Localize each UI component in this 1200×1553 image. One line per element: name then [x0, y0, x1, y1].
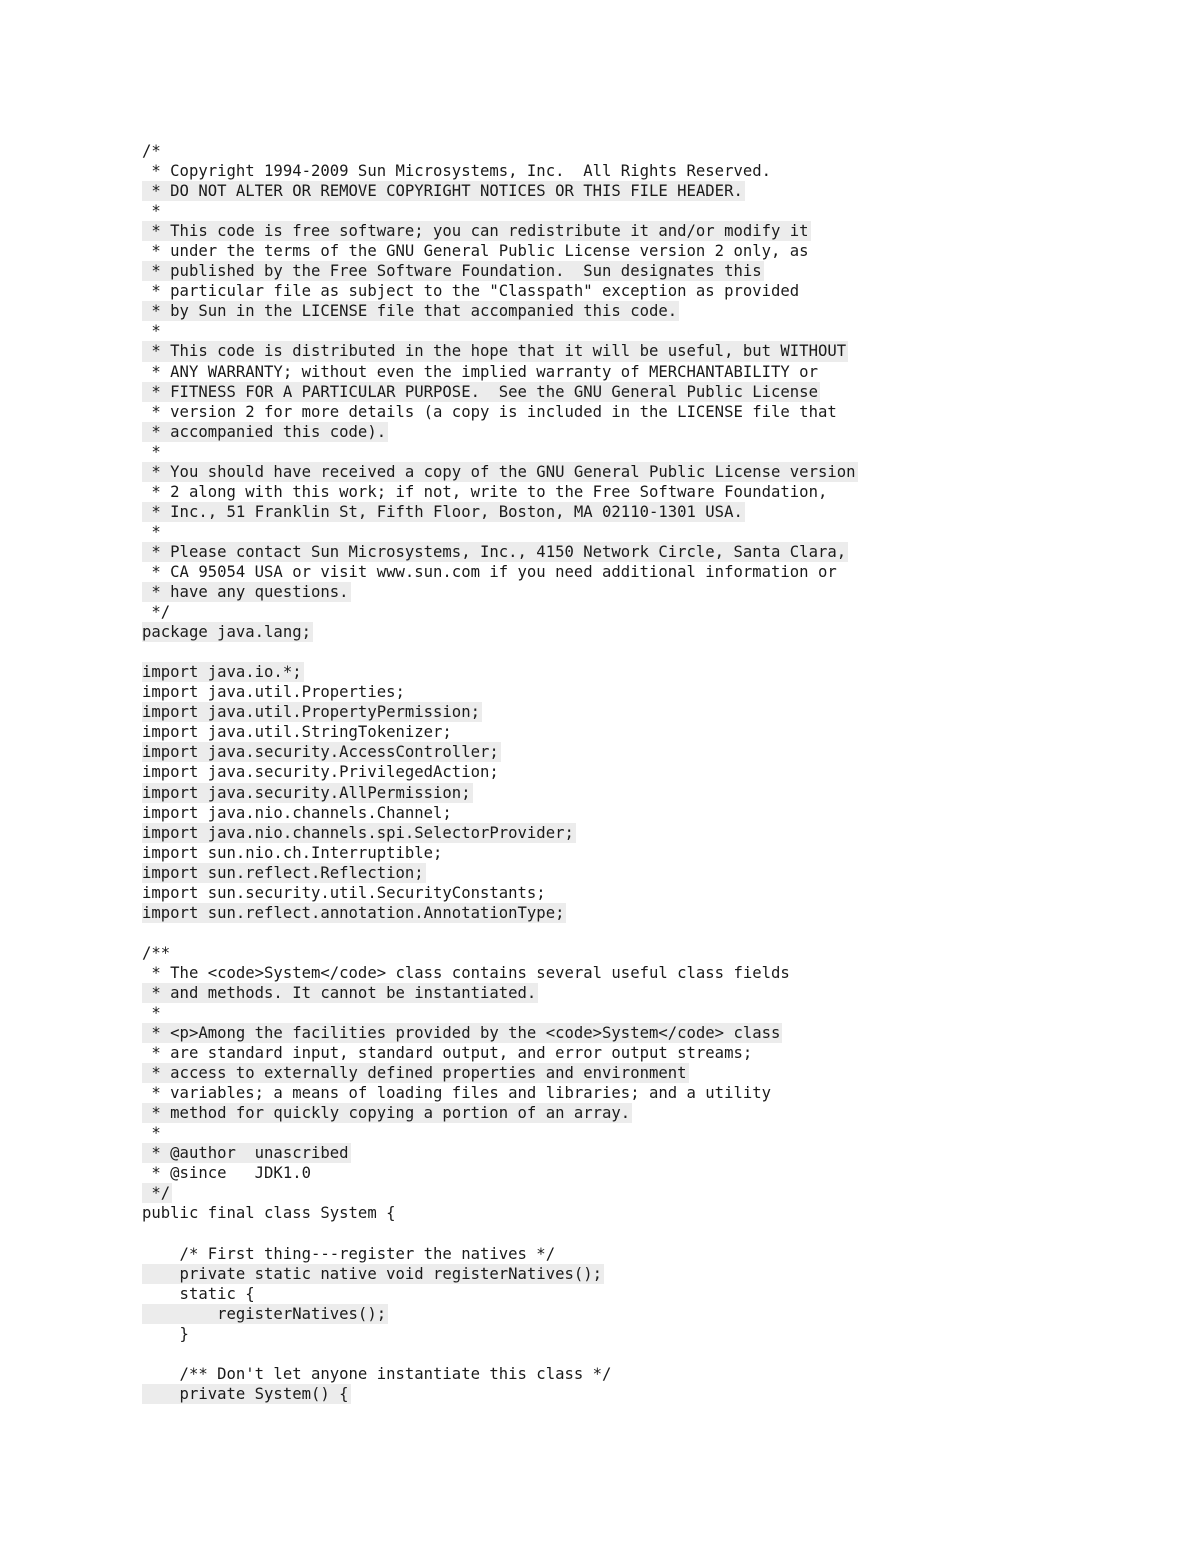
code-line-text: * CA 95054 USA or visit www.sun.com if you need additional information or: [142, 562, 837, 581]
code-line-text: * DO NOT ALTER OR REMOVE COPYRIGHT NOTICES OR THIS FILE HEADER.: [142, 182, 743, 201]
code-line: [142, 1143, 858, 1163]
code-line-text: registerNatives();: [142, 1304, 387, 1323]
code-line: [142, 382, 858, 402]
code-line-text: * @author unascribed: [142, 1144, 349, 1163]
code-line-text: }: [142, 1324, 189, 1343]
code-line: [142, 702, 858, 722]
code-line: [142, 642, 858, 662]
code-line-text: * Please contact Sun Microsystems, Inc., 4150 Network Circle, Santa Clara,: [142, 542, 847, 561]
code-line-text: * Copyright 1994-2009 Sun Microsystems, Inc. All Rights Reserved.: [142, 162, 772, 181]
code-line: [142, 943, 858, 963]
code-line: [142, 1324, 858, 1344]
code-line: [142, 522, 858, 542]
code-line: [142, 783, 858, 803]
code-line: [142, 803, 858, 823]
code-line: [142, 1043, 858, 1063]
code-line-text: * You should have received a copy of the GNU General Public License version: [142, 462, 856, 481]
code-line: [142, 502, 858, 522]
code-line: [142, 201, 858, 221]
code-line-text: * This code is free software; you can redistribute it and/or modify it: [142, 222, 809, 241]
code-line-text: * Inc., 51 Franklin St, Fifth Floor, Boston, MA 02110-1301 USA.: [142, 502, 743, 521]
code-line-text: private static native void registerNatives();: [142, 1264, 603, 1283]
code-line-text: */: [142, 1184, 171, 1203]
code-line-text: * published by the Free Software Foundation. Sun designates this: [142, 262, 762, 281]
code-line-text: import sun.security.util.SecurityConstants;: [142, 883, 546, 902]
code-line: [142, 141, 858, 161]
code-line: [142, 983, 858, 1003]
code-line: [142, 742, 858, 762]
code-line: [142, 1123, 858, 1143]
code-line: [142, 462, 858, 482]
code-line-text: package java.lang;: [142, 623, 311, 642]
code-line-text: * method for quickly copying a portion of an array.: [142, 1104, 631, 1123]
code-line-text: * by Sun in the LICENSE file that accompanied this code.: [142, 302, 678, 321]
code-line-text: import java.util.PropertyPermission;: [142, 703, 480, 722]
code-line-text: * particular file as subject to the "Classpath" exception as provided: [142, 282, 800, 301]
code-line: [142, 1003, 858, 1023]
code-line-text: import java.security.AllPermission;: [142, 783, 471, 802]
code-line: [142, 241, 858, 261]
code-line: [142, 161, 858, 181]
code-line-text: * variables; a means of loading files and libraries; and a utility: [142, 1084, 772, 1103]
code-line-text: [142, 1224, 144, 1244]
code-line: [142, 762, 858, 782]
code-line: [142, 823, 858, 843]
code-line-text: /**: [142, 943, 171, 962]
code-line: [142, 582, 858, 602]
code-line-text: import java.util.Properties;: [142, 683, 405, 702]
code-line-text: * and methods. It cannot be instantiated.: [142, 983, 537, 1002]
code-line-text: * have any questions.: [142, 583, 349, 602]
code-line: [142, 1183, 858, 1203]
code-line-text: *: [142, 322, 161, 341]
code-line: [142, 1304, 858, 1324]
code-line-text: import java.nio.channels.Channel;: [142, 803, 452, 822]
code-line: [142, 1264, 858, 1284]
code-line: [142, 662, 858, 682]
code-line: [142, 923, 858, 943]
code-line: [142, 1083, 858, 1103]
code-line: [142, 482, 858, 502]
code-line: [142, 1384, 858, 1404]
code-line-text: /*: [142, 142, 161, 160]
code-line-text: /** Don't let anyone instantiate this class */: [142, 1364, 612, 1383]
code-line: [142, 1344, 858, 1364]
code-line: [142, 261, 858, 281]
code-line-text: * are standard input, standard output, and error output streams;: [142, 1044, 753, 1063]
code-line: [142, 301, 858, 321]
code-line-text: public final class System {: [142, 1204, 396, 1223]
code-line: [142, 883, 858, 903]
code-line: [142, 321, 858, 341]
code-line: [142, 362, 858, 382]
code-line: [142, 863, 858, 883]
code-line-text: /* First thing---register the natives */: [142, 1244, 556, 1263]
code-line-text: [142, 1344, 144, 1364]
code-line: [142, 402, 858, 422]
code-line-text: *: [142, 1004, 161, 1023]
code-line: [142, 1103, 858, 1123]
code-line-text: [142, 923, 144, 943]
code-line-text: private System() {: [142, 1384, 349, 1403]
code-line: [142, 542, 858, 562]
code-line-text: * FITNESS FOR A PARTICULAR PURPOSE. See the GNU General Public License: [142, 382, 818, 401]
code-line: [142, 1244, 858, 1264]
code-line: [142, 843, 858, 863]
code-line-text: */: [142, 603, 171, 622]
code-line-text: * <p>Among the facilities provided by the <code>System</code> class: [142, 1024, 781, 1043]
code-line: [142, 181, 858, 201]
code-line: [142, 1364, 858, 1384]
code-line: [142, 1224, 858, 1244]
code-line: [142, 1163, 858, 1183]
code-line-text: * accompanied this code).: [142, 422, 387, 441]
code-line: [142, 903, 858, 923]
code-line-text: * under the terms of the GNU General Public License version 2 only, as: [142, 242, 809, 261]
code-line-text: *: [142, 1124, 161, 1143]
code-line-text: [142, 642, 144, 662]
code-line: [142, 682, 858, 702]
code-line: [142, 963, 858, 983]
code-line-text: import java.nio.channels.spi.SelectorProvider;: [142, 823, 574, 842]
code-line-text: import sun.reflect.Reflection;: [142, 863, 424, 882]
code-line: [142, 1203, 858, 1223]
code-line-text: import sun.nio.ch.Interruptible;: [142, 843, 443, 862]
code-line-text: *: [142, 442, 161, 461]
code-line: [142, 1284, 858, 1304]
code-line-text: import java.io.*;: [142, 663, 302, 682]
code-line-text: * @since JDK1.0: [142, 1164, 311, 1183]
code-line-text: * 2 along with this work; if not, write to the Free Software Foundation,: [142, 482, 828, 501]
code-line: [142, 1063, 858, 1083]
code-line: [142, 221, 858, 241]
code-line-text: import java.security.PrivilegedAction;: [142, 763, 499, 782]
source-code-block: [142, 141, 858, 1404]
code-line-text: * ANY WARRANTY; without even the implied warranty of MERCHANTABILITY or: [142, 362, 818, 381]
code-line-text: import java.security.AccessController;: [142, 743, 499, 762]
code-line-text: * The <code>System</code> class contains several useful class fields: [142, 963, 790, 982]
code-line: [142, 622, 858, 642]
code-line-text: * This code is distributed in the hope that it will be useful, but WITHOUT: [142, 342, 847, 361]
code-line-text: static {: [142, 1284, 255, 1303]
code-line-text: import java.util.StringTokenizer;: [142, 723, 452, 742]
code-line: [142, 422, 858, 442]
code-line: [142, 1023, 858, 1043]
code-line: [142, 722, 858, 742]
code-line: [142, 442, 858, 462]
code-line-text: import sun.reflect.annotation.AnnotationType;: [142, 903, 565, 922]
code-line: [142, 281, 858, 301]
code-line: [142, 562, 858, 582]
code-line: [142, 341, 858, 361]
code-line-text: *: [142, 202, 161, 221]
code-line: [142, 602, 858, 622]
code-line-text: * access to externally defined properties and environment: [142, 1064, 687, 1083]
code-line-text: *: [142, 522, 161, 541]
code-line-text: * version 2 for more details (a copy is included in the LICENSE file that: [142, 402, 837, 421]
